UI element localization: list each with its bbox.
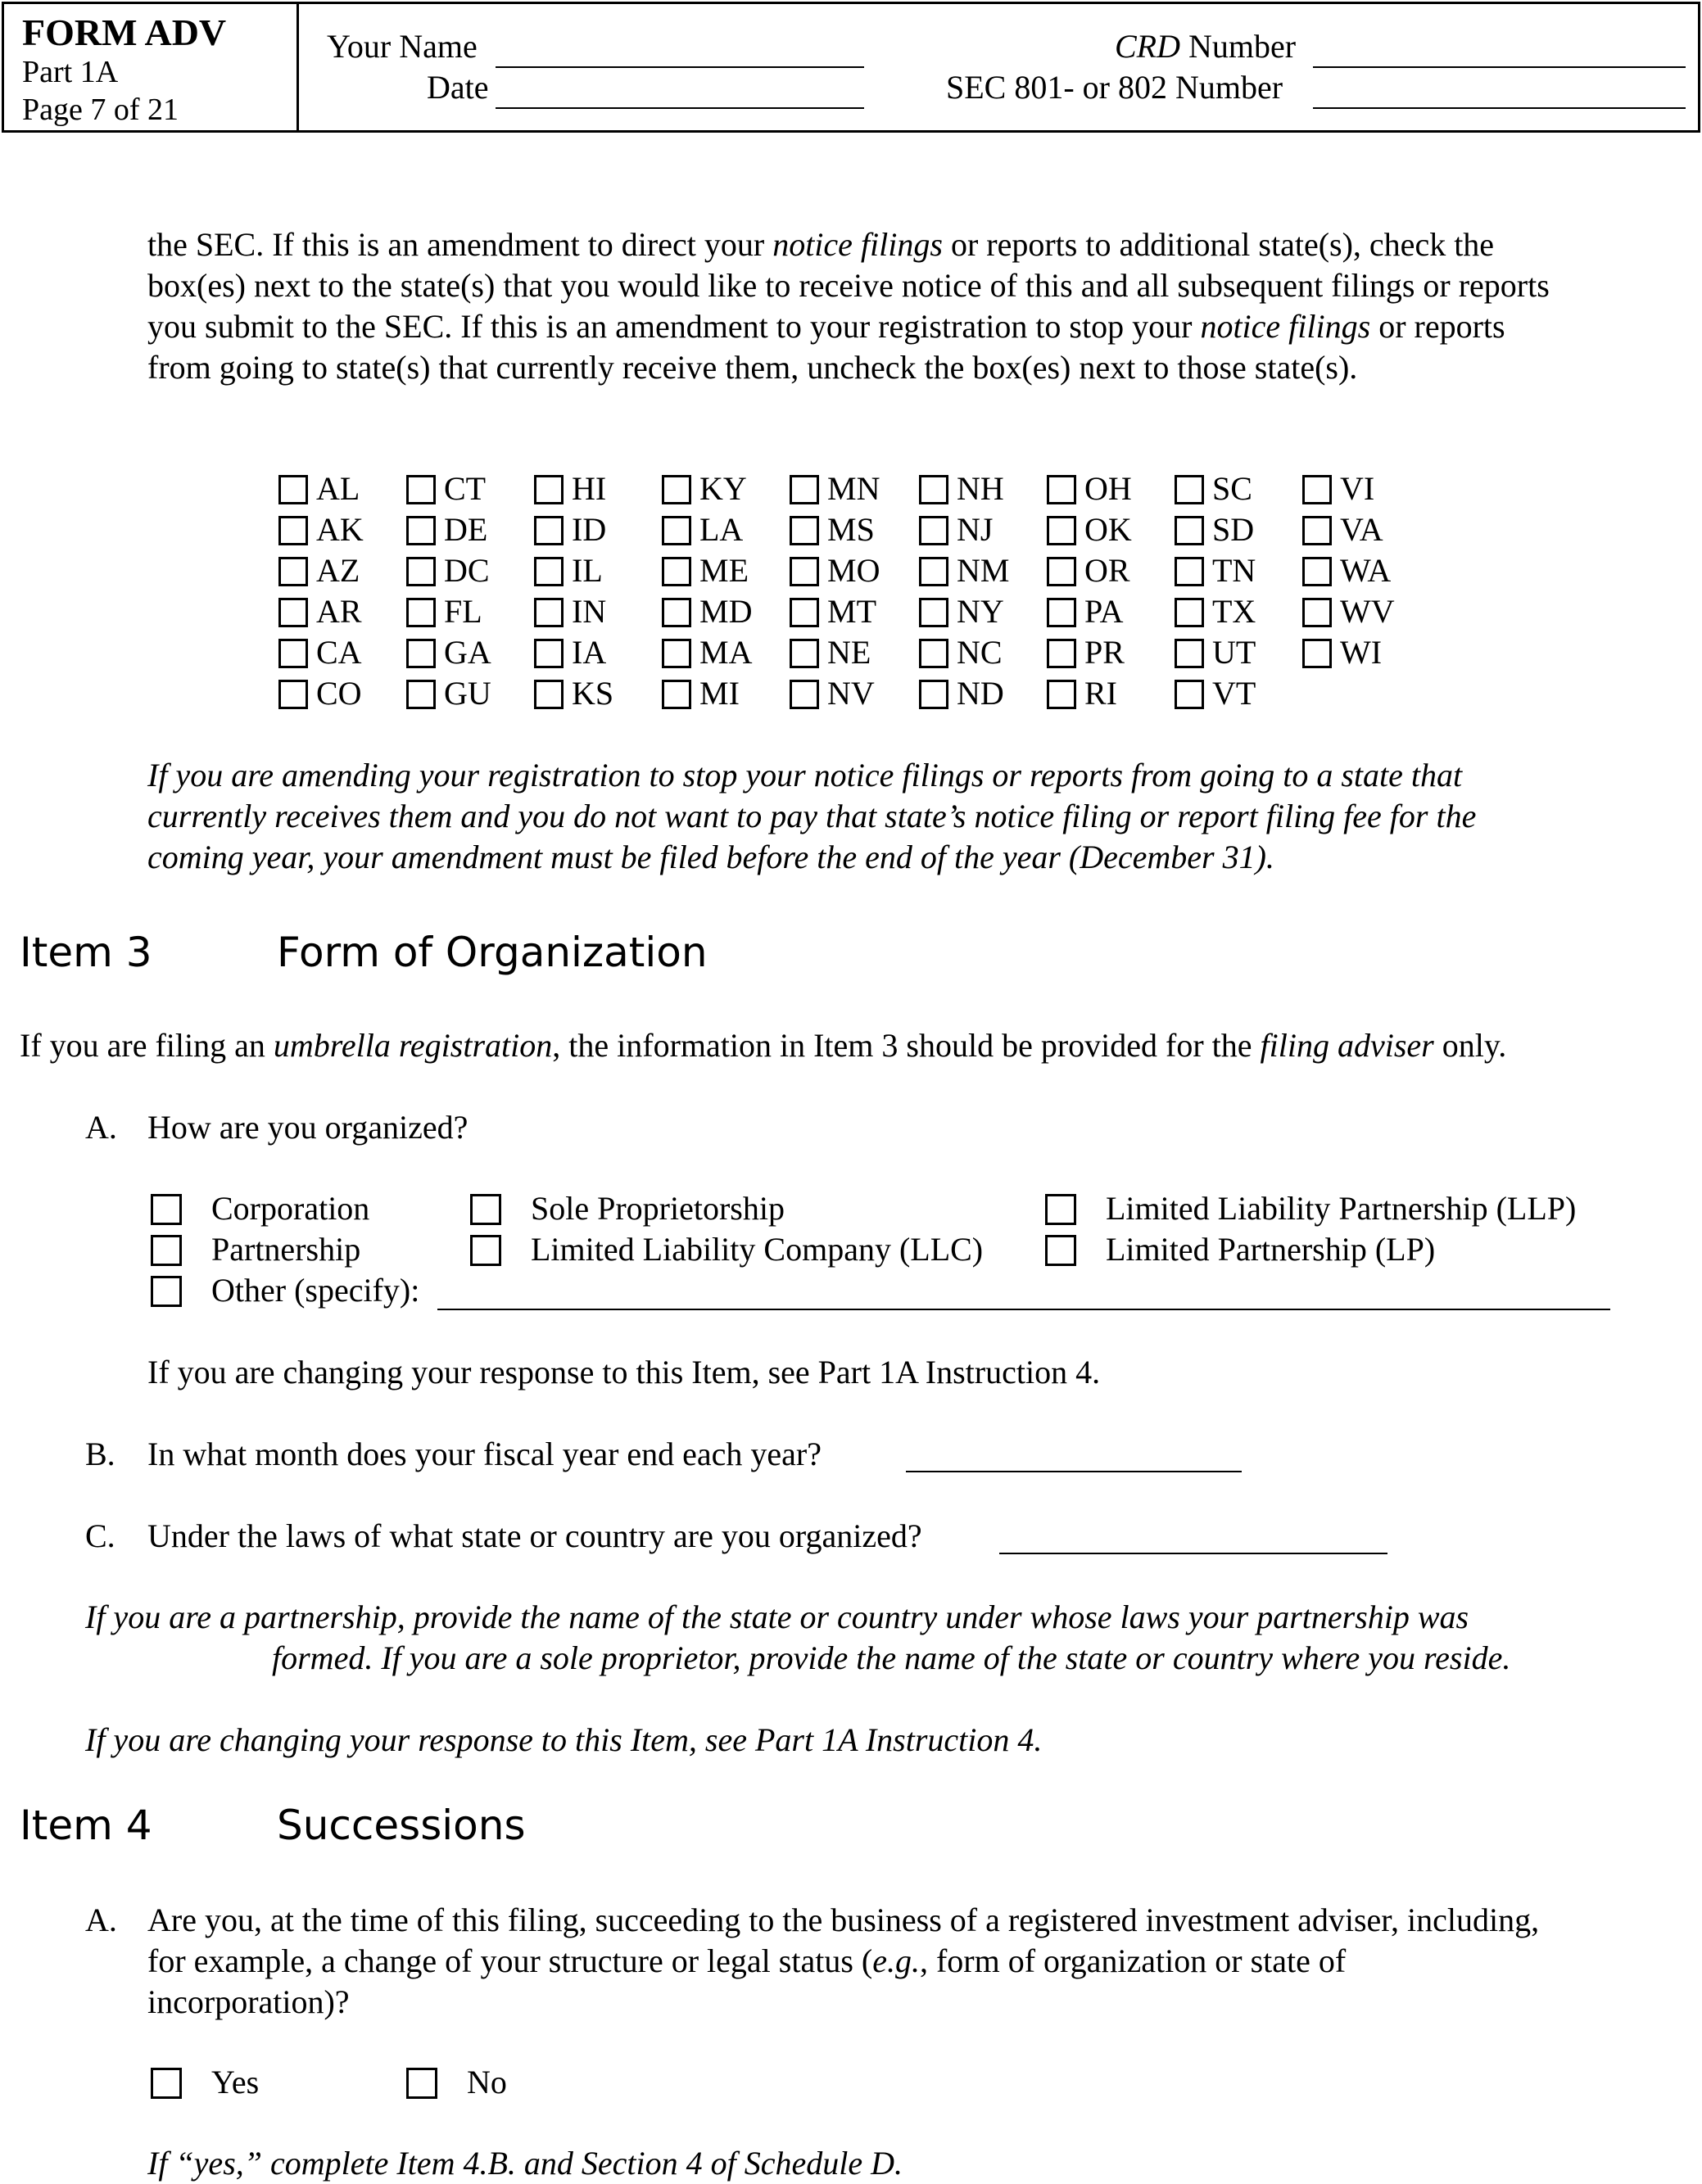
checkbox-icon[interactable] — [278, 557, 308, 586]
checkbox-icon[interactable] — [470, 1194, 501, 1225]
state-checkbox-va[interactable]: VA — [1302, 509, 1383, 550]
checkbox-icon[interactable] — [1175, 639, 1204, 668]
item4-a-line-1: Are you, at the time of this filing, succeeding to the business of a registered investment adviser, including, — [147, 1901, 1540, 1938]
state-checkbox-ms[interactable]: MS — [790, 509, 875, 550]
state-checkbox-md[interactable]: MD — [662, 591, 752, 632]
item3-title: Form of Organization — [277, 929, 708, 976]
intro-line-3: you submit to the SEC. If this is an amendment to your registration to stop your notice filings or reports — [147, 308, 1505, 345]
checkbox-icon[interactable] — [278, 639, 308, 668]
state-checkbox-ky[interactable]: KY — [662, 468, 747, 509]
checkbox-icon[interactable] — [534, 598, 564, 627]
checkbox-icon[interactable] — [1175, 557, 1204, 586]
state-checkbox-wa[interactable]: WA — [1302, 550, 1391, 591]
item4-a-letter: A. — [85, 1901, 117, 1938]
checkbox-icon[interactable] — [534, 475, 564, 504]
state-checkbox-tn[interactable]: TN — [1175, 550, 1256, 591]
checkbox-icon[interactable] — [919, 516, 948, 545]
state-checkbox-ks[interactable]: KS — [534, 673, 613, 714]
state-checkbox-tx[interactable]: TX — [1175, 591, 1256, 632]
state-checkbox-pr[interactable]: PR — [1047, 632, 1125, 673]
form-header — [2, 2, 1700, 133]
checkbox-icon[interactable] — [1047, 516, 1076, 545]
state-checkbox-or[interactable]: OR — [1047, 550, 1130, 591]
item3-note-line-2: formed. If you are a sole proprietor, provide the name of the state or country where you reside. — [272, 1639, 1511, 1676]
item3-b-question: In what month does your fiscal year end each year? — [147, 1436, 822, 1472]
checkbox-icon[interactable] — [278, 516, 308, 545]
state-checkbox-dc[interactable]: DC — [406, 550, 490, 591]
form-part: Part 1A — [22, 55, 119, 89]
state-checkbox-ia[interactable]: IA — [534, 632, 606, 673]
state-checkbox-ca[interactable]: CA — [278, 632, 362, 673]
crd-number-label: CRD Number — [1115, 28, 1297, 65]
amend-note-line-1: If you are amending your registration to stop your notice filings or reports from going to a state that — [147, 757, 1463, 794]
option-lp[interactable]: Limited Partnership (LP) — [1045, 1229, 1435, 1270]
intro-line-1: the SEC. If this is an amendment to direct your notice filings or reports to additional state(s), check the — [147, 226, 1495, 263]
option-other[interactable]: Other (specify): — [151, 1270, 419, 1311]
state-checkbox-ct[interactable]: CT — [406, 468, 486, 509]
item4-a-line-3: incorporation)? — [147, 1983, 350, 2020]
state-checkbox-me[interactable]: ME — [662, 550, 749, 591]
checkbox-icon[interactable] — [278, 598, 308, 627]
checkbox-icon[interactable] — [1047, 557, 1076, 586]
checkbox-icon[interactable] — [919, 475, 948, 504]
checkbox-icon[interactable] — [1302, 475, 1332, 504]
checkbox-icon[interactable] — [1047, 680, 1076, 709]
state-checkbox-ak[interactable]: AK — [278, 509, 364, 550]
state-checkbox-ok[interactable]: OK — [1047, 509, 1132, 550]
item4-title: Successions — [277, 1802, 526, 1849]
option-partnership[interactable]: Partnership — [151, 1229, 360, 1270]
umbrella-note: If you are filing an umbrella registration, the information in Item 3 should be provided for the filing adviser only. — [20, 1027, 1507, 1064]
checkbox-icon[interactable] — [151, 1235, 182, 1266]
checkbox-icon[interactable] — [662, 680, 691, 709]
form-title: FORM ADV — [22, 11, 227, 53]
checkbox-icon[interactable] — [406, 475, 436, 504]
item3-change-note: If you are changing your response to this Item, see Part 1A Instruction 4. — [147, 1354, 1101, 1390]
checkbox-icon[interactable] — [1047, 639, 1076, 668]
checkbox-icon[interactable] — [1302, 598, 1332, 627]
state-checkbox-wv[interactable]: WV — [1302, 591, 1395, 632]
state-checkbox-de[interactable]: DE — [406, 509, 487, 550]
state-checkbox-pa[interactable]: PA — [1047, 591, 1123, 632]
checkbox-icon[interactable] — [919, 557, 948, 586]
checkbox-icon[interactable] — [662, 598, 691, 627]
checkbox-icon[interactable] — [790, 639, 819, 668]
state-checkbox-ny[interactable]: NY — [919, 591, 1004, 632]
state-checkbox-nj[interactable]: NJ — [919, 509, 993, 550]
state-checkbox-nd[interactable]: ND — [919, 673, 1004, 714]
other-specify-field[interactable] — [437, 1309, 1610, 1310]
item4-a-line-2: for example, a change of your structure or legal status (e.g., form of organization or state of — [147, 1942, 1347, 1979]
checkbox-icon[interactable] — [278, 475, 308, 504]
checkbox-icon[interactable] — [919, 598, 948, 627]
checkbox-icon[interactable] — [151, 1276, 182, 1307]
intro-line-4: from going to state(s) that currently receive them, uncheck the box(es) next to those state(s). — [147, 349, 1358, 386]
option-yes[interactable]: Yes — [151, 2062, 259, 2103]
checkbox-icon[interactable] — [534, 516, 564, 545]
checkbox-icon[interactable] — [406, 2068, 437, 2099]
checkbox-icon[interactable] — [151, 1194, 182, 1225]
checkbox-icon[interactable] — [662, 475, 691, 504]
checkbox-icon[interactable] — [790, 557, 819, 586]
item3-b-letter: B. — [85, 1436, 115, 1472]
item3-number: Item 3 — [20, 929, 152, 976]
checkbox-icon[interactable] — [662, 557, 691, 586]
state-checkbox-al[interactable]: AL — [278, 468, 360, 509]
checkbox-icon[interactable] — [1175, 475, 1204, 504]
checkbox-icon[interactable] — [790, 680, 819, 709]
state-checkbox-hi[interactable]: HI — [534, 468, 606, 509]
state-of-organization-field[interactable] — [999, 1553, 1387, 1554]
checkbox-icon[interactable] — [406, 557, 436, 586]
fiscal-year-end-field[interactable] — [906, 1471, 1242, 1472]
checkbox-icon[interactable] — [790, 475, 819, 504]
page-number: Page 7 of 21 — [22, 93, 179, 127]
intro-line-2: box(es) next to the state(s) that you would like to receive notice of this and all subsequent filings or reports — [147, 267, 1550, 304]
checkbox-icon[interactable] — [1302, 516, 1332, 545]
checkbox-icon[interactable] — [470, 1235, 501, 1266]
item3-note-line-1: If you are a partnership, provide the name of the state or country under whose laws your partnership was — [85, 1598, 1469, 1635]
checkbox-icon[interactable] — [662, 516, 691, 545]
state-checkbox-vi[interactable]: VI — [1302, 468, 1374, 509]
amend-note-line-2: currently receives them and you do not want to pay that state’s notice filing or report filing fee for the — [147, 798, 1477, 834]
state-checkbox-co[interactable]: CO — [278, 673, 362, 714]
state-checkbox-mn[interactable]: MN — [790, 468, 880, 509]
amend-note-line-3: coming year, your amendment must be filed before the end of the year (December 31). — [147, 839, 1274, 875]
checkbox-icon[interactable] — [278, 680, 308, 709]
item3-c-letter: C. — [85, 1517, 115, 1554]
option-no[interactable]: No — [406, 2062, 507, 2103]
state-checkbox-ar[interactable]: AR — [278, 591, 362, 632]
item3-c-question: Under the laws of what state or country are you organized? — [147, 1517, 922, 1554]
checkbox-icon[interactable] — [790, 516, 819, 545]
checkbox-icon[interactable] — [662, 639, 691, 668]
state-checkbox-ri[interactable]: RI — [1047, 673, 1117, 714]
state-checkbox-la[interactable]: LA — [662, 509, 743, 550]
item4-if-yes-note: If “yes,” complete Item 4.B. and Section 4 of Schedule D. — [147, 2145, 903, 2182]
checkbox-icon[interactable] — [1047, 475, 1076, 504]
option-llp[interactable]: Limited Liability Partnership (LLP) — [1045, 1188, 1576, 1229]
item4-number: Item 4 — [20, 1802, 152, 1849]
checkbox-icon[interactable] — [1175, 598, 1204, 627]
checkbox-icon[interactable] — [534, 680, 564, 709]
date-label: Date — [427, 69, 489, 106]
checkbox-icon[interactable] — [406, 598, 436, 627]
item3-a-question: How are you organized? — [147, 1109, 469, 1146]
checkbox-icon[interactable] — [790, 598, 819, 627]
state-checkbox-il[interactable]: IL — [534, 550, 603, 591]
option-corporation[interactable]: Corporation — [151, 1188, 369, 1229]
state-checkbox-vt[interactable]: VT — [1175, 673, 1256, 714]
checkbox-icon[interactable] — [919, 680, 948, 709]
option-llc[interactable]: Limited Liability Company (LLC) — [470, 1229, 983, 1270]
checkbox-icon[interactable] — [534, 639, 564, 668]
your-name-field[interactable] — [496, 66, 864, 68]
state-checkbox-az[interactable]: AZ — [278, 550, 360, 591]
checkbox-icon[interactable] — [1175, 680, 1204, 709]
date-field[interactable] — [496, 107, 864, 109]
state-checkbox-nm[interactable]: NM — [919, 550, 1009, 591]
state-checkbox-ne[interactable]: NE — [790, 632, 871, 673]
checkbox-icon[interactable] — [406, 680, 436, 709]
state-checkbox-wi[interactable]: WI — [1302, 632, 1382, 673]
sec-number-field[interactable] — [1313, 107, 1686, 109]
checkbox-icon[interactable] — [406, 516, 436, 545]
checkbox-icon[interactable] — [151, 2068, 182, 2099]
checkbox-icon[interactable] — [406, 639, 436, 668]
state-checkbox-sc[interactable]: SC — [1175, 468, 1252, 509]
form-id-block — [4, 4, 299, 130]
checkbox-icon[interactable] — [534, 557, 564, 586]
checkbox-icon[interactable] — [1045, 1235, 1076, 1266]
checkbox-icon[interactable] — [1045, 1194, 1076, 1225]
your-name-label: Your Name — [327, 28, 478, 65]
state-checkbox-ga[interactable]: GA — [406, 632, 491, 673]
checkbox-icon[interactable] — [1175, 516, 1204, 545]
item3-a-letter: A. — [85, 1109, 117, 1146]
checkbox-icon[interactable] — [1302, 639, 1332, 668]
state-checkbox-mt[interactable]: MT — [790, 591, 876, 632]
state-checkbox-mo[interactable]: MO — [790, 550, 880, 591]
state-checkbox-in[interactable]: IN — [534, 591, 606, 632]
state-checkbox-sd[interactable]: SD — [1175, 509, 1254, 550]
state-checkbox-ma[interactable]: MA — [662, 632, 752, 673]
sec-number-label: SEC 801- or 802 Number — [946, 69, 1283, 106]
state-checkbox-gu[interactable]: GU — [406, 673, 491, 714]
item3-change-note-italic: If you are changing your response to this Item, see Part 1A Instruction 4. — [85, 1721, 1043, 1758]
checkbox-icon[interactable] — [919, 639, 948, 668]
state-checkbox-mi[interactable]: MI — [662, 673, 740, 714]
checkbox-icon[interactable] — [1302, 557, 1332, 586]
state-checkbox-nv[interactable]: NV — [790, 673, 875, 714]
state-checkbox-ut[interactable]: UT — [1175, 632, 1256, 673]
state-checkbox-nh[interactable]: NH — [919, 468, 1004, 509]
checkbox-icon[interactable] — [1047, 598, 1076, 627]
state-checkbox-nc[interactable]: NC — [919, 632, 1003, 673]
state-checkbox-id[interactable]: ID — [534, 509, 606, 550]
option-sole-proprietorship[interactable]: Sole Proprietorship — [470, 1188, 785, 1229]
state-checkbox-oh[interactable]: OH — [1047, 468, 1132, 509]
state-checkbox-fl[interactable]: FL — [406, 591, 482, 632]
crd-number-field[interactable] — [1313, 66, 1686, 68]
